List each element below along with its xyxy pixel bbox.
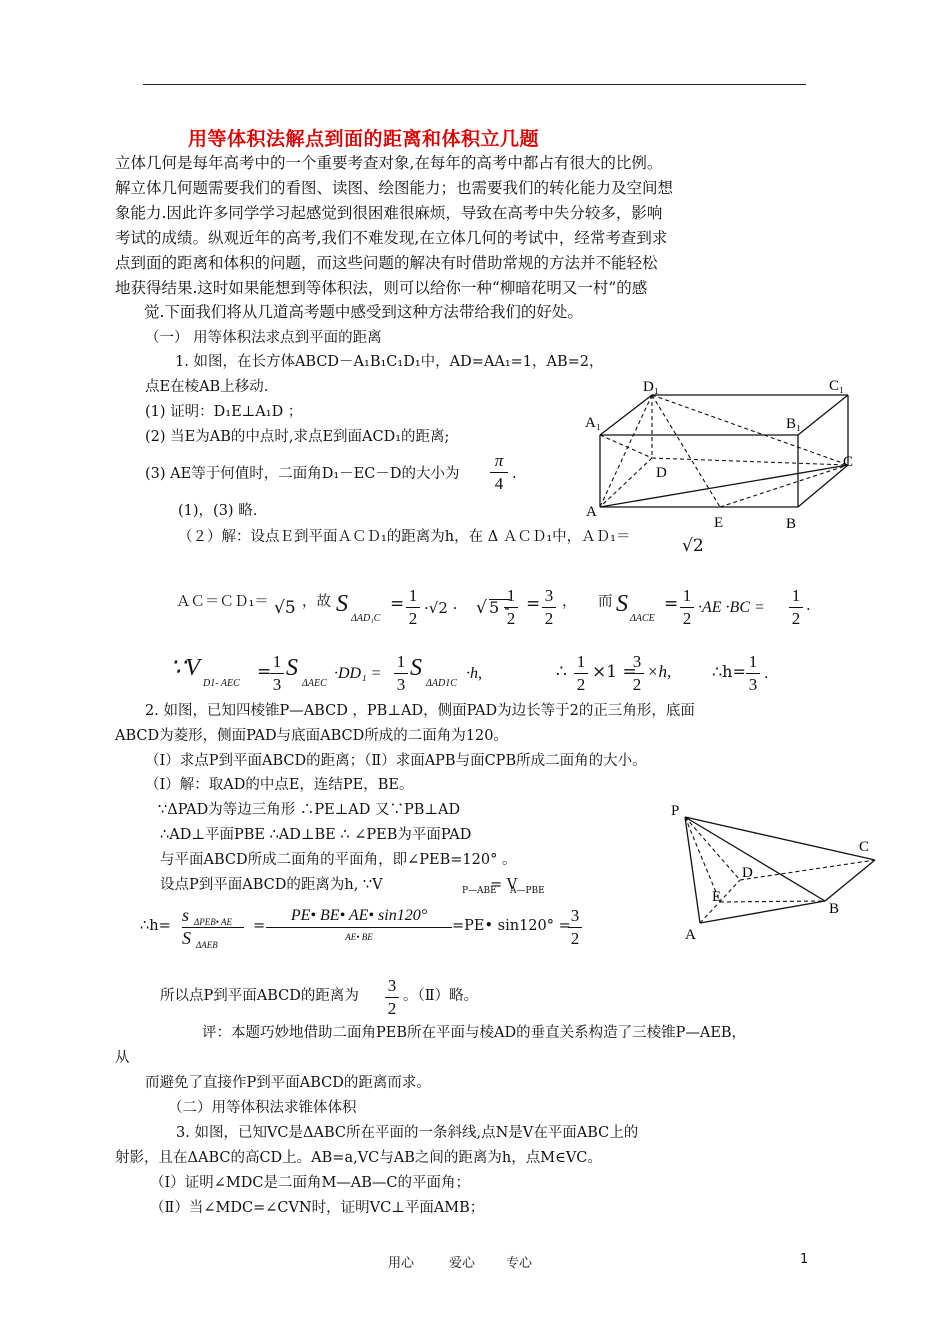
- area-subscript: ΔAD₁C: [351, 613, 381, 624]
- eq2-text: ·h,: [466, 665, 482, 682]
- intro-line: 觉.下面我们将从几道高考题中感受到这种方法带给我们的好处。: [144, 303, 583, 321]
- label-A1: A₁: [585, 415, 602, 431]
- eq2-text: ∴h=: [712, 662, 746, 681]
- pi-over-4: π 4: [490, 451, 508, 494]
- eq1-text: ，故: [302, 594, 331, 610]
- sqrt5: √5: [274, 598, 296, 618]
- label-E: E: [712, 889, 722, 905]
- problem2-line: 设点P到平面ABCD的距离为h, ∵V: [160, 877, 383, 893]
- fden: S: [182, 928, 191, 948]
- solution-note: (1)，(3) 略.: [178, 503, 258, 519]
- label-D: D: [656, 465, 667, 481]
- label-A: A: [586, 504, 597, 520]
- fraction-half: 1 2: [406, 586, 420, 629]
- volume-symbol: ∵V: [170, 655, 200, 681]
- comment-line: 而避免了直接作P到平面ABCD的距离而求。: [145, 1075, 431, 1091]
- area-subscript: ΔAD1C: [426, 678, 457, 689]
- equals: =: [257, 662, 272, 682]
- sine-result: =PE• sin120° =: [452, 918, 571, 934]
- problem2-line: ∴AD⊥平面PBE ∴AD⊥BE ∴ ∠PEB为平面PAD: [160, 827, 472, 843]
- section-heading: （一） 用等体积法求点到平面的距离: [145, 330, 382, 346]
- eq1-text: ·AE ·BC =: [698, 599, 765, 616]
- fraction-third: 1 3: [270, 652, 284, 695]
- comma: ，: [562, 594, 577, 610]
- problem3-line: （Ⅱ）当∠MDC=∠CVN时，证明VC⊥平面AMB；: [150, 1200, 485, 1216]
- label-C1: C₁: [829, 378, 845, 394]
- intro-line: 解立体几何题需要我们的看图、读图、绘图能力；也需要我们的转化能力及空间想: [115, 179, 674, 197]
- label-B1: B₁: [786, 416, 802, 432]
- subscript: A—PBE: [510, 886, 545, 896]
- sqrt-symbol: √: [476, 598, 487, 618]
- area-symbol: S: [616, 591, 628, 617]
- problem2-line: ABCD为菱形，侧面PAD与底面ABCD所成的二面角为120。: [115, 728, 508, 744]
- fraction-half: 1 2: [680, 586, 694, 629]
- problem2-line: 2. 如图，已知四棱锥P—ABCD ，PB⊥AD，侧面PAD为边长等于2的正三角形，底面: [145, 703, 695, 719]
- label-P: P: [671, 803, 680, 819]
- subscript: P—ABE: [462, 886, 497, 896]
- label-A: A: [685, 927, 696, 943]
- problem2-line: （Ⅰ）求点P到平面ABCD的距离；（Ⅱ）求面APB与面CPB所成二面角的大小。: [145, 753, 647, 769]
- section-heading: （二）用等体积法求锥体体积: [168, 1100, 357, 1116]
- area-symbol: S: [286, 655, 298, 681]
- eq1-text: ·√2 ·: [424, 599, 458, 617]
- equals: =: [390, 594, 405, 614]
- fraction-three-halves: 3 2: [385, 976, 399, 1019]
- label-B: B: [829, 901, 840, 917]
- eq1-text: ＡＣ＝ＣＤ₁＝: [176, 594, 269, 610]
- solution-line: （２）解：设点Ｅ到平面ＡＣＤ₁的距离为h，在 Δ ＡＣＤ₁中，ＡＤ₁＝: [178, 529, 631, 545]
- fdensub: ΔAEB: [196, 940, 218, 950]
- problem3-line: 3. 如图，已知VC是ΔABC所在平面的一条斜线,点N是V在平面ABC上的: [176, 1125, 639, 1141]
- problem1-question: (3) AE等于何值时，二面角D₁－EC－D的大小为: [145, 466, 460, 482]
- problem1-line: 点E在棱AB上移动.: [145, 379, 269, 395]
- sqrt2: √2: [682, 536, 704, 556]
- intro-line: 地获得结果.这时如果能想到等体积法，则可以给你一种“柳暗花明又一村”的感: [115, 279, 648, 297]
- label-D1: D₁: [643, 379, 660, 395]
- intro-line: 点到面的距离和体积的问题，而这些问题的解决有时借助常规的方法并不能轻松: [115, 254, 658, 272]
- figure-cuboid: [580, 370, 860, 535]
- eq2-text: ·DD₁ =: [334, 665, 382, 682]
- area-subscript: ΔAEC: [302, 678, 327, 689]
- period: .: [806, 598, 811, 614]
- fraction-area: [182, 905, 248, 950]
- eq2-text: ×h,: [647, 662, 672, 681]
- fraction-half: 1 2: [574, 652, 588, 695]
- period: .: [512, 466, 517, 482]
- problem1-line: 1. 如图，在长方体ABCD－A₁B₁C₁D₁中，AD=AA₁=1，AB=2，: [175, 354, 604, 370]
- gnum: PE• BE• AE• sin120°: [290, 907, 428, 924]
- gden: AE• BE: [345, 932, 373, 942]
- equals: =: [526, 594, 541, 614]
- fnum: s: [182, 905, 190, 925]
- fraction-three-halves: 3 2: [630, 652, 644, 695]
- page-title: 用等体积法解点到面的距离和体积立几题: [188, 128, 540, 150]
- label-C: C: [843, 454, 854, 470]
- problem3-line: 射影，且在ΔABC的高CD上。AB=a,VC与AB之间的距离为h，点M∈VC。: [115, 1150, 602, 1166]
- eq1-text: 而: [598, 594, 613, 610]
- area-symbol: S: [336, 591, 348, 617]
- equals: =: [253, 918, 266, 934]
- comment-line: 从: [115, 1050, 130, 1066]
- label-B: B: [786, 516, 797, 532]
- area-symbol: S: [410, 655, 422, 681]
- footer-text: 用心: [388, 1256, 415, 1271]
- label-D: D: [742, 865, 753, 881]
- fraction-third: 1 3: [746, 652, 760, 695]
- page-number: 1: [800, 1252, 809, 1267]
- fraction-three-halves: 3 2: [542, 586, 556, 629]
- period: .: [764, 666, 769, 682]
- problem2-line: （Ⅰ）解：取AD的中点E，连结PE，BE。: [145, 777, 414, 793]
- problem1-question: (1) 证明：D₁E⊥A₁D ；: [145, 404, 303, 420]
- h-equals: ∴h=: [140, 918, 171, 934]
- volume-subscript: D1- AEC: [203, 678, 240, 689]
- problem3-line: （Ⅰ）证明∠MDC是二面角M—AB—C的平面角；: [150, 1175, 471, 1191]
- problem2-line: 与平面ABCD所成二面角的平面角，即∠PEB=120° 。: [160, 852, 517, 868]
- intro-line: 象能力.因此许多同学学习起感觉到很困难很麻烦，导致在高考中失分较多，影响: [115, 204, 663, 222]
- label-E: E: [714, 515, 724, 531]
- fraction-sine: [266, 905, 452, 946]
- footer-text: 专心: [506, 1256, 533, 1271]
- comment-line: 评：本题巧妙地借助二面角PEB所在平面与棱AD的垂直关系构造了三棱锥P—AEB，: [202, 1025, 747, 1041]
- area-subscript: ΔACE: [630, 613, 655, 624]
- problem2-conclusion: 所以点P到平面ABCD的距离为: [160, 988, 359, 1004]
- fraction-three-halves: 3 2: [568, 906, 582, 949]
- fnumsub: ΔPEB• AE: [194, 917, 233, 927]
- header-rule: [143, 84, 806, 85]
- problem1-question: (2) 当E为AB的中点时,求点E到面ACD₁的距离;: [145, 429, 450, 445]
- fraction-half: 1 2: [789, 586, 803, 629]
- footer-text: 爱心: [449, 1256, 476, 1271]
- fraction-third: 1 3: [394, 652, 408, 695]
- eq1-radicand: 5 -: [489, 598, 510, 617]
- problem2-line: ∵ΔPAD为等边三角形 ∴PE⊥AD 又∵PB⊥AD: [158, 802, 461, 818]
- fraction-half: 1 2: [504, 586, 518, 629]
- therefore: ∴: [556, 662, 567, 682]
- eq2-text: ×1 =: [592, 662, 637, 682]
- equals: =: [664, 594, 679, 614]
- intro-line: 立体几何是每年高考中的一个重要考查对象,在每年的高考中都占有很大的比例。: [115, 154, 663, 172]
- problem2-conclusion: 。（Ⅱ）略。: [403, 988, 479, 1004]
- intro-line: 考试的成绩。纵观近年的高考,我们不难发现,在立体几何的考试中，经常考查到求: [115, 229, 668, 247]
- figure-pyramid: [665, 795, 885, 950]
- label-C: C: [859, 839, 870, 855]
- problem2-line: = V: [490, 877, 518, 893]
